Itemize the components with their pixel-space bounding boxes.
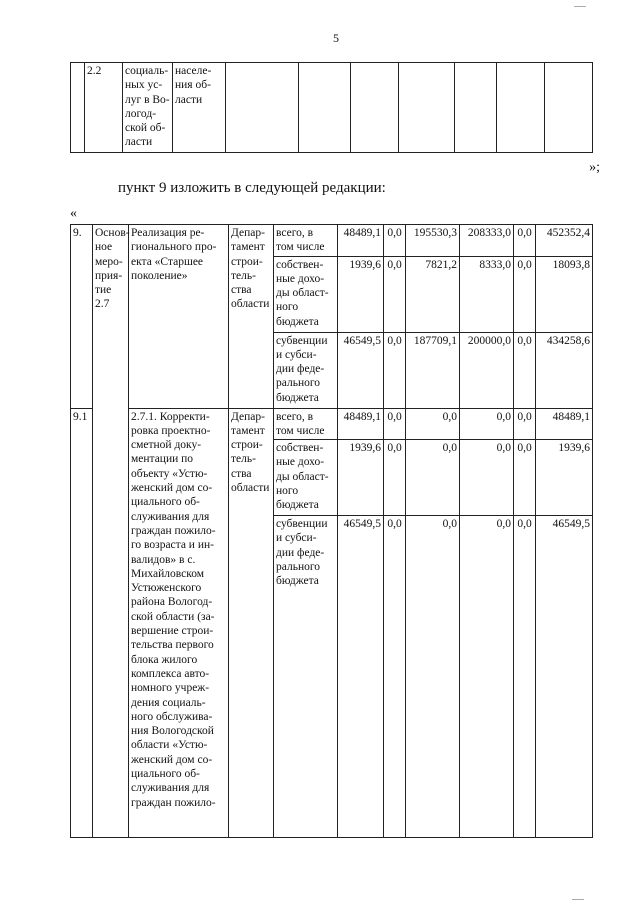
source-label: собствен- ные дохо- ды област- ного бюджета [274,256,338,332]
value-cell: 0,0 [406,516,460,838]
value-cell: 48489,1 [338,408,384,440]
page-number: 5 [333,31,339,45]
value-cell: 0,0 [460,408,514,440]
source-label: субвенции и субси- дии феде- рального бюджета [274,516,338,838]
value-cell: 0,0 [514,256,536,332]
source-label: субвенции и субси- дии феде- рального бюджета [274,332,338,408]
value-cell: 48489,1 [338,225,384,257]
executor: Депар- тамент строи- тель- ства области [229,225,274,409]
value-cell: 0,0 [384,440,406,516]
empty-cell [399,63,455,153]
value-cell: 0,0 [384,516,406,838]
top-table [70,62,593,153]
value-cell: 0,0 [460,516,514,838]
value-cell: 452352,4 [536,225,593,257]
row-number: 2.2 [85,63,123,153]
value-cell: 8333,0 [460,256,514,332]
measure-name: социаль- ных ус- луг в Во- логод- ской об- ласти [123,63,173,153]
value-cell: 0,0 [460,440,514,516]
source-label: всего, в том числе [274,408,338,440]
value-cell: 7821,2 [406,256,460,332]
main-table [70,224,593,838]
value-cell: 1939,6 [338,440,384,516]
measure-type: Основ- ное меро- прия- тие 2.7 [93,225,129,838]
value-cell: 48489,1 [536,408,593,440]
value-cell: 46549,5 [536,516,593,838]
value-cell: 0,0 [384,332,406,408]
table-row [71,225,593,257]
value-cell: 46549,5 [338,516,384,838]
value-cell: 0,0 [384,256,406,332]
empty-cell [71,63,85,153]
table-row [71,63,593,153]
empty-cell [351,63,399,153]
open-quote: « [70,206,77,221]
source-label: собствен- ные дохо- ды област- ного бюджета [274,440,338,516]
source-label: всего, в том числе [274,225,338,257]
empty-cell [299,63,351,153]
measure-name: 2.7.1. Корректи- ровка проектно- сметной доку- ментации по объекту «Устю- женский дом со- циального об- служивания для граждан пожило- го возраста и ин- валидов» в с. Михайловском Устюженского района Вологод- ской области (за- вершение строи- тельства первого блока жилого комплекса авто- номного учреж- дения социаль- ного обслужива- ния Вологодской области «Устю- женский дом со- циального об- служивания для граждан пожило- [129,408,229,838]
value-cell: 0,0 [406,440,460,516]
value-cell: 1939,6 [536,440,593,516]
empty-cell [497,63,545,153]
empty-cell [545,63,593,153]
value-cell: 1939,6 [338,256,384,332]
value-cell: 200000,0 [460,332,514,408]
executor: населе- ния об- ласти [173,63,226,153]
value-cell: 195530,3 [406,225,460,257]
value-cell: 0,0 [514,516,536,838]
value-cell: 208333,0 [460,225,514,257]
table-row [71,408,593,440]
row-number: 9.1 [71,408,93,838]
value-cell: 18093,8 [536,256,593,332]
value-cell: 0,0 [514,225,536,257]
measure-name: Реализация ре- гионального про- екта «Старшее поколение» [129,225,229,409]
scan-mark [572,899,584,900]
value-cell: 0,0 [514,408,536,440]
row-number: 9. [71,225,93,409]
value-cell: 0,0 [514,440,536,516]
value-cell: 0,0 [384,408,406,440]
value-cell: 434258,6 [536,332,593,408]
value-cell: 0,0 [406,408,460,440]
value-cell: 0,0 [514,332,536,408]
empty-cell [455,63,497,153]
instruction-text: пункт 9 изложить в следующей редакции: [118,180,386,196]
empty-cell [226,63,299,153]
value-cell: 46549,5 [338,332,384,408]
value-cell: 0,0 [384,225,406,257]
close-quote: »; [589,160,600,175]
scan-mark [574,6,586,7]
executor: Депар- тамент строи- тель- ства области [229,408,274,838]
value-cell: 187709,1 [406,332,460,408]
